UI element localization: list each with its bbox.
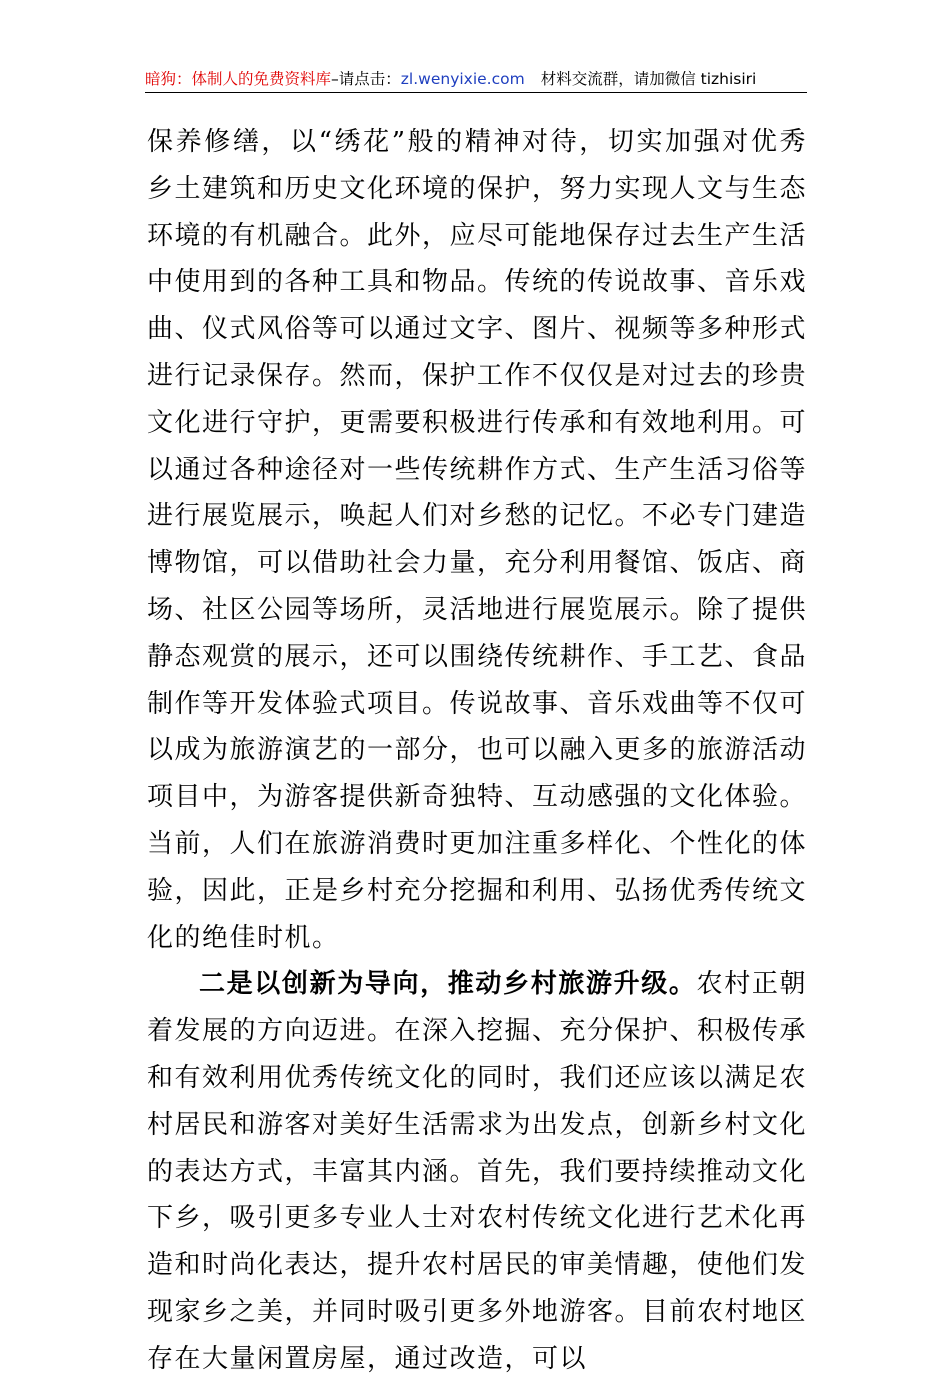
header-url-link[interactable]: zl.wenyixie.com [400,70,525,88]
header-site-name: 暗狗：体制人的免费资料库 [145,70,332,88]
header-click-prompt: –请点击： [331,70,401,88]
paragraph-2-text: 农村正朝着发展的方向迈进。在深入挖掘、充分保护、积极传承和有效利用优秀传统文化的同时，我们还应该以满足农村居民和游客对美好生活需求为出发点，创新乡村文化的表达方式，丰富其内涵。首先，我们要持续推动文化下乡，吸引更多专业人士对农村传统文化进行艺术化再造和时尚化表达，提升农村居民的审美情趣，使他们发现家乡之美，并同时吸引更多外地游客。目前农村地区存在大量闲置房屋，通过改造，可以 [147,969,808,1374]
document-body [147,119,807,1383]
paragraph-2 [147,961,807,1382]
paragraph-1: 保养修缮，以“绣花”般的精神对待，切实加强对优秀乡土建筑和历史文化环境的保护，努力实现人文与生态环境的有机融合。此外，应尽可能地保存过去生产生活中使用到的各种工具和物品。传统的传说故事、音乐戏曲、仪式风俗等可以通过文字、图片、视频等多种形式进行记录保存。然而，保护工作不仅仅是对过去的珍贵文化进行守护，更需要积极进行传承和有效地利用。可以通过各种途径对一些传统耕作方式、生产生活习俗等进行展览展示，唤起人们对乡愁的记忆。不必专门建造博物馆，可以借助社会力量，充分利用餐馆、饭店、商场、社区公园等场所，灵活地进行展览展示。除了提供静态观赏的展示，还可以围绕传统耕作、手工艺、食品制作等开发体验式项目。传说故事、音乐戏曲等不仅可以成为旅游演艺的一部分，也可以融入更多的旅游活动项目中，为游客提供新奇独特、互动感强的文化体验。当前，人们在旅游消费时更加注重多样化、个性化的体验，因此，正是乡村充分挖掘和利用、弘扬优秀传统文化的绝佳时机。 [147,127,808,953]
header-wechat-note: 材料交流群，请加微信 tizhisiri [540,70,757,88]
page-header [145,66,807,93]
paragraph-2-heading: 二是以创新为导向，推动乡村旅游升级。 [199,969,697,1000]
